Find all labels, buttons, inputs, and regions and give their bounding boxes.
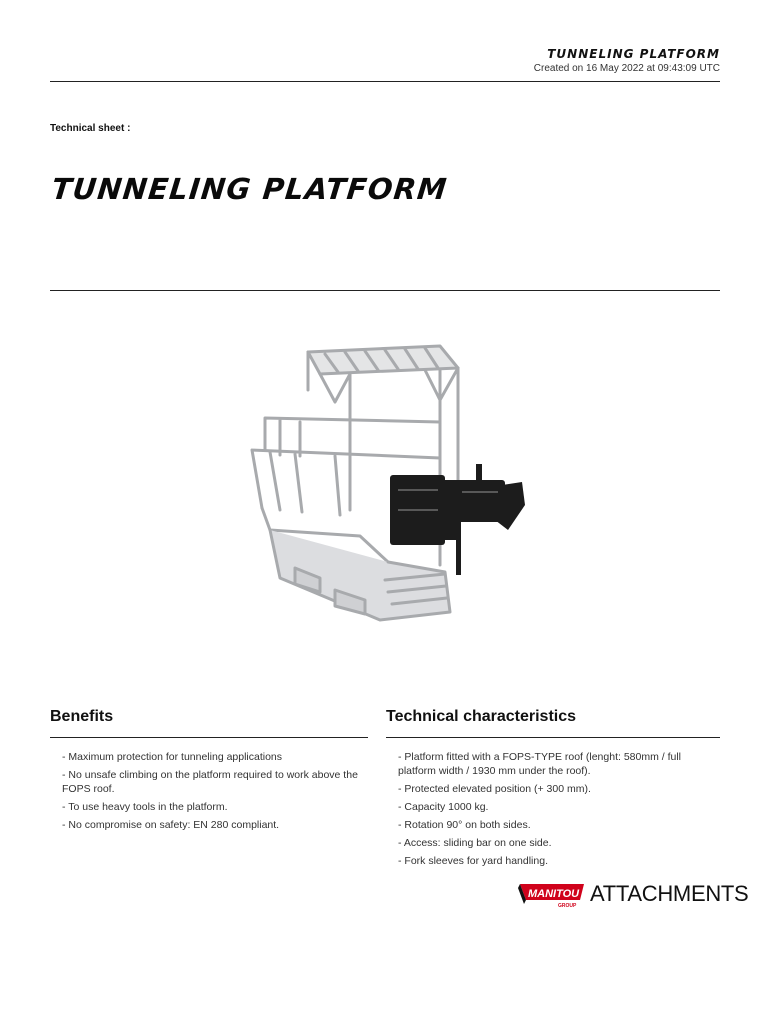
benefit-item: - No compromise on safety: EN 280 compliant. [62, 819, 280, 831]
technical-characteristics-heading: Technical characteristics [386, 708, 577, 725]
created-date: Created on 16 May 2022 at 09:43:09 UTC [533, 63, 720, 74]
manitou-attachments-logo [518, 880, 749, 908]
benefit-item: - To use heavy tools in the platform. [62, 801, 228, 813]
characteristic-item: - Access: sliding bar on one side. [398, 837, 552, 849]
title-divider [50, 290, 720, 291]
characteristic-item: - Fork sleeves for yard handling. [398, 855, 548, 867]
page-title: TUNNELING PLATFORM [50, 172, 450, 206]
benefits-list [62, 750, 362, 836]
header-title: TUNNELING PLATFORM [547, 47, 720, 61]
header-divider [50, 81, 720, 82]
platform-product-image [240, 330, 540, 640]
technical-characteristics-list [398, 750, 698, 872]
characteristic-item: - Platform fitted with a FOPS-TYPE roof (lenght: 580mm / full platform width / 1930 mm under the roof). [398, 751, 682, 777]
technical-divider [386, 737, 720, 738]
technical-sheet-label: Technical sheet : [50, 123, 131, 134]
benefits-divider [50, 737, 368, 738]
characteristic-item: - Rotation 90° on both sides. [398, 819, 531, 831]
benefit-item: - No unsafe climbing on the platform required to work above the FOPS roof. [62, 769, 358, 795]
characteristic-item: - Capacity 1000 kg. [398, 801, 489, 813]
logo-brand: MANITOU [528, 888, 580, 900]
manitou-logo-badge [518, 880, 586, 908]
benefit-item: - Maximum protection for tunneling applications [62, 751, 283, 763]
logo-group: GROUP [558, 903, 577, 908]
characteristic-item: - Protected elevated position (+ 300 mm). [398, 783, 591, 795]
benefits-heading: Benefits [50, 708, 114, 725]
logo-attachments-text: ATTACHMENTS [590, 881, 749, 906]
